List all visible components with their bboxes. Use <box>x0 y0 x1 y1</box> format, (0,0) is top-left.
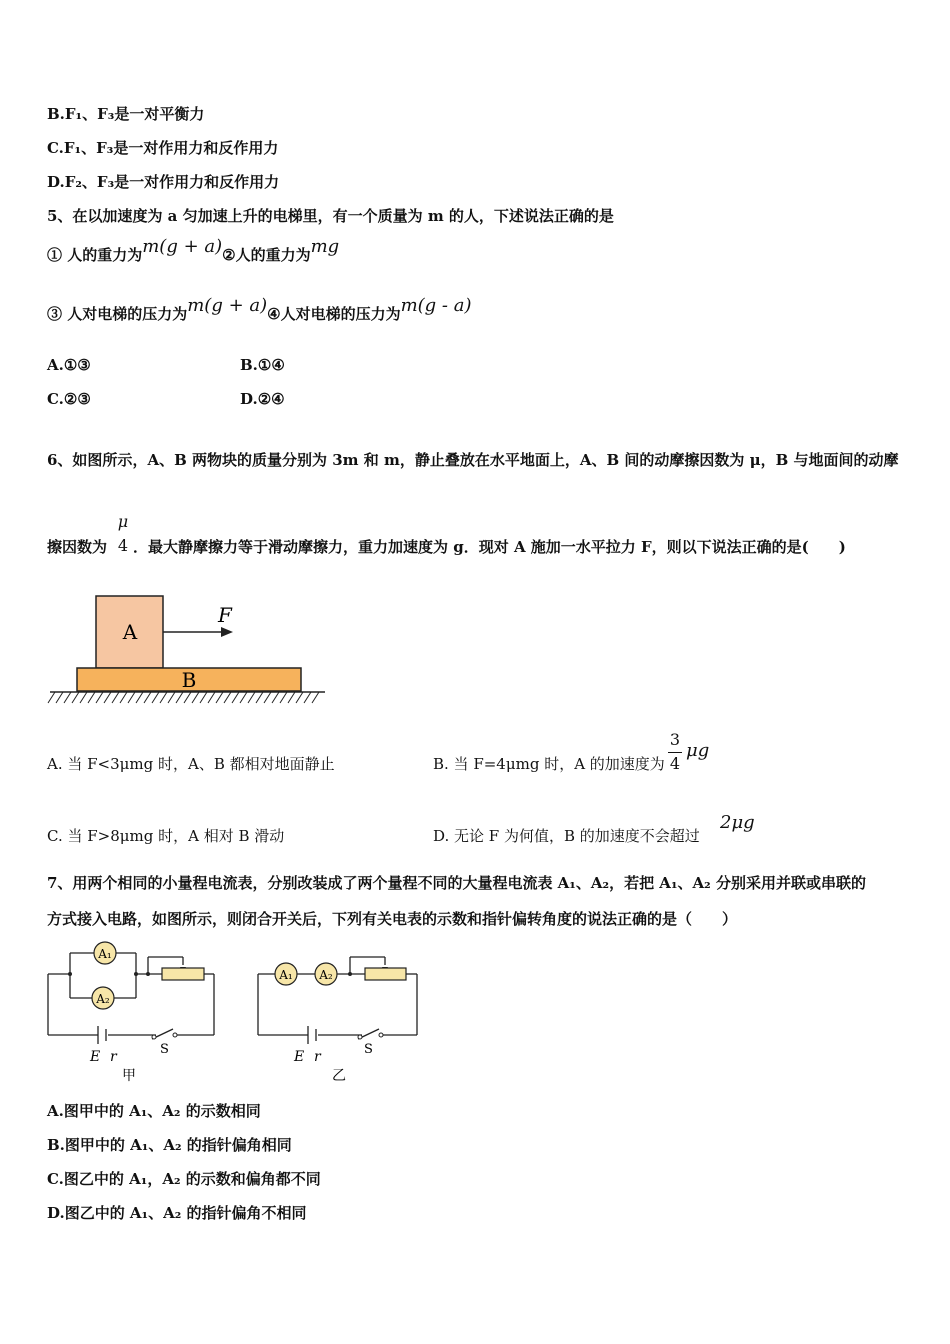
hatch-line <box>256 692 263 703</box>
hatch-line <box>112 692 119 703</box>
emf-label: E <box>294 1049 305 1065</box>
q5-option-a: A.①③ <box>47 356 91 374</box>
junction-dot <box>134 972 138 976</box>
hatch-line <box>184 692 191 703</box>
q5-statements-1-2: ① 人的重力为m(g + a)②人的重力为mg <box>47 236 340 264</box>
q5-option-c: C.②③ <box>47 390 91 408</box>
hatch-line <box>168 692 175 703</box>
q6-option-b-denominator: 4 <box>669 754 681 773</box>
hatch-line <box>128 692 135 703</box>
circuit-jia <box>48 953 214 1044</box>
block-b-label: B <box>181 668 197 692</box>
resistance-label: r <box>314 1049 321 1065</box>
hatch-line <box>248 692 255 703</box>
junction-dot <box>348 972 352 976</box>
hatch-line <box>80 692 87 703</box>
junction-dot <box>68 972 72 976</box>
force-label: F <box>218 603 232 627</box>
q7-stem-line1: 7、用两个相同的小量程电流表，分别改装成了两个量程不同的大量程电流表 A₁、A₂，若把 A₁、A₂ 分别采用并联或串联的 <box>47 874 866 892</box>
switch-terminal <box>358 1035 362 1039</box>
switch-label: S <box>160 1042 169 1057</box>
hatch-line <box>288 692 295 703</box>
switch-terminal <box>379 1033 383 1037</box>
hatch-line <box>216 692 223 703</box>
hatch-line <box>240 692 247 703</box>
hatch-line <box>144 692 151 703</box>
q4-option-c: C.F₁、F₃是一对作用力和反作用力 <box>47 139 279 157</box>
q6-option-a: A. 当 F<3μmg 时，A、B 都相对地面静止 <box>47 755 335 773</box>
q6-option-b-numerator: 3 <box>669 730 681 749</box>
hatch-line <box>72 692 79 703</box>
hatch-line <box>88 692 95 703</box>
q5-statements-3-4: ③ 人对电梯的压力为m(g + a)④人对电梯的压力为m(g - a) <box>47 295 472 323</box>
hatch-line <box>64 692 71 703</box>
ammeter-a1-label: A₁ <box>279 968 293 982</box>
hatch-line <box>232 692 239 703</box>
hatch-line <box>136 692 143 703</box>
blocks-figure <box>45 592 335 712</box>
q6-option-b-fraction-bar <box>668 752 682 753</box>
hatch-line <box>48 692 55 703</box>
block-a-label: A <box>122 620 138 644</box>
q5-expr-3: m(g + a) <box>187 295 268 316</box>
q6-option-b: B. 当 F=4μmg 时，A 的加速度为 <box>433 755 665 773</box>
hatch-line <box>304 692 311 703</box>
q5-option-d: D.②④ <box>240 390 285 408</box>
hatch-line <box>152 692 159 703</box>
emf-label: E <box>90 1049 101 1065</box>
hatch-line <box>192 692 199 703</box>
q5-expr-2: mg <box>310 236 340 257</box>
hatch-line <box>120 692 127 703</box>
q6-option-c: C. 当 F>8μmg 时，A 相对 B 滑动 <box>47 827 285 845</box>
q6-fraction-numerator: μ <box>117 512 129 531</box>
q6-fraction-denominator: 4 <box>117 536 129 555</box>
junction-dot <box>146 972 150 976</box>
q4-option-d: D.F₂、F₃是一对作用力和反作用力 <box>47 173 280 191</box>
switch-terminal <box>152 1035 156 1039</box>
figure-yi-caption: 乙 <box>332 1068 346 1084</box>
ammeter-a1-label: A₁ <box>98 947 112 961</box>
hatch-line <box>96 692 103 703</box>
hatch-line <box>312 692 319 703</box>
q5-option-b: B.①④ <box>240 356 285 374</box>
hatch-line <box>224 692 231 703</box>
q6-stem-line1: 6、如图所示，A、B 两物块的质量分别为 3m 和 m，静止叠放在水平地面上，A、B 间的动摩擦因数为 μ，B 与地面间的动摩 <box>47 451 899 469</box>
q6-option-d: D. 无论 F 为何值，B 的加速度不会超过 <box>433 827 700 845</box>
hatch-line <box>208 692 215 703</box>
force-arrow-head <box>221 627 233 637</box>
q5-stem: 5、在以加速度为 a 匀加速上升的电梯里，有一个质量为 m 的人，下述说法正确的是 <box>47 207 614 225</box>
q6-option-d-expr: 2μg <box>720 812 755 833</box>
q7-option-c: C.图乙中的 A₁，A₂ 的示数和偏角都不同 <box>47 1170 321 1188</box>
ground-hatching <box>48 692 319 703</box>
q5-expr-1: m(g + a) <box>142 236 223 257</box>
q7-option-d: D.图乙中的 A₁、A₂ 的指针偏角不相同 <box>47 1204 307 1222</box>
hatch-line <box>296 692 303 703</box>
switch-label: S <box>364 1042 373 1057</box>
hatch-line <box>200 692 207 703</box>
circuit-figures <box>40 935 440 1085</box>
q6-stem-line2: 擦因数为 ．最大静摩擦力等于滑动摩擦力，重力加速度为 g．现对 A 施加一水平拉力 F，则以下说法正确的是( ) <box>47 538 846 556</box>
hatch-line <box>280 692 287 703</box>
q7-option-a: A.图甲中的 A₁、A₂ 的示数相同 <box>47 1102 261 1120</box>
switch-terminal <box>173 1033 177 1037</box>
q4-option-b: B.F₁、F₃是一对平衡力 <box>47 105 205 123</box>
hatch-line <box>104 692 111 703</box>
hatch-line <box>176 692 183 703</box>
q5-expr-4: m(g - a) <box>400 295 472 316</box>
q7-stem-line2: 方式接入电路，如图所示，则闭合开关后，下列有关电表的示数和指针偏转角度的说法正确的是（ ） <box>47 910 738 928</box>
ammeter-a2-label: A₂ <box>96 992 110 1006</box>
rheostat-yi <box>365 968 406 980</box>
resistance-label: r <box>110 1049 117 1065</box>
hatch-line <box>56 692 63 703</box>
q7-option-b: B.图甲中的 A₁、A₂ 的指针偏角相同 <box>47 1136 292 1154</box>
hatch-line <box>272 692 279 703</box>
hatch-line <box>264 692 271 703</box>
rheostat-jia <box>162 968 204 980</box>
figure-jia-caption: 甲 <box>122 1068 136 1084</box>
q6-option-b-mu-g: μg <box>686 740 710 761</box>
hatch-line <box>160 692 167 703</box>
ammeter-a2-label: A₂ <box>319 968 333 982</box>
